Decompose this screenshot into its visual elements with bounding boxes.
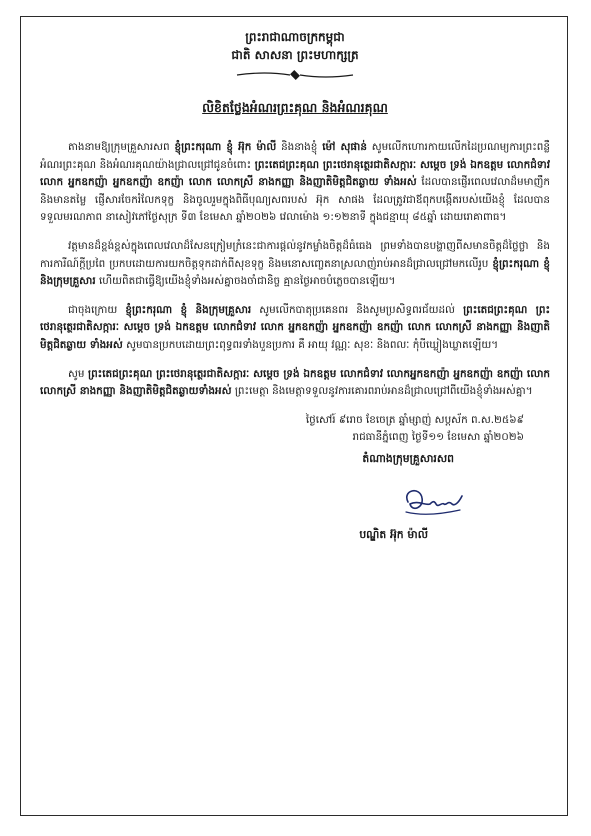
handwritten-signature <box>398 482 468 520</box>
lunar-date: ថ្ងៃសៅរ៍ ៩រោច ខែចេត្រ ឆ្នាំម្សាញ់ សប្តស័ក ព.ស.២៥៦៩ <box>305 413 524 426</box>
date-block <box>40 412 550 446</box>
signer-name: បណ្ឌិត អ៊ុក ម៉ាលី <box>359 527 428 541</box>
emphasis-text: ព្រះតេជព្រះគុណ ព្រះថេរានុត្ថេរជាតិសក្ការៈ សម្តេច ទ្រង់ ឯកឧត្តម លោកជំទាវ លោក អ្នកឧកញ៉ា អ្នកឧកញ៉ា ឧកញ៉ា លោក លោកស្រី នាងកញ្ញា និងញាតិមិត្តជិតឆ្ងាយ ទាំងអស់ <box>40 158 550 189</box>
body-text: ដែលបានផ្ញើរពេលវេលាដ៏មមាញឹក និងមានតម្លៃ ផ្ញើសារចែករំលែកទុក្ខ និងចូលរួមក្នុងពិធីបុណ្យសពរបស់ អ៊ុក សាផង ដែលត្រូវជាឪពុកបង្កើតរបស់យើងខ្ញុំ ដែលបានទទួលមរណភាព នាសៀវភៅថ្ងៃសុក្រ ទី៣ ខែមេសា ឆ្នាំ២០២៦ វេលាម៉ោង ១:១២នាទី ក្នុងជន្មាយុ ៨៥ឆ្នាំ ដោយរោគាពាធ។ <box>40 176 550 224</box>
paragraph-3 <box>40 302 550 355</box>
national-motto: ជាតិ សាសនា ព្រះមហាក្សត្រ <box>231 48 359 62</box>
body-text: និងនាងខ្ញុំ <box>276 141 323 153</box>
paragraph-1 <box>40 139 550 227</box>
body-text: ជាចុងក្រោយ <box>68 303 126 316</box>
emphasis-text: ព្រះតេជព្រះគុណ ព្រះថេរានុត្ថេរជាតិសក្ការៈ សម្តេច ទ្រង់ ឯកឧត្តម លោកជំទាវ លោកអ្នកឧកញ៉ា អ្នកឧកញ៉ា ឧកញ៉ា លោក លោកស្រី នាងកញ្ញា និងញាតិមិត្តជិតឆ្ងាយទាំងអស់ <box>40 367 550 398</box>
document-title: លិខិតថ្លែងអំណរព្រះគុណ និងអំណរគុណ <box>202 100 388 115</box>
solar-date: រាជធានីភ្នំពេញ ថ្ងៃទី១១ ខែមេសា ឆ្នាំ២០២៦ <box>352 430 524 443</box>
letter-header <box>40 28 550 80</box>
emphasis-text: ខ្ញុំព្រះករុណា ខ្ញុំ អ៊ុក ម៉ាលី <box>174 141 277 153</box>
letter-body <box>40 139 550 401</box>
emphasis-text: ខ្ញុំព្រះករុណា ខ្ញុំ និងក្រុមគ្រួសារ <box>125 303 252 316</box>
body-text: ហើយពិតជាធ្វើឱ្យយើងខ្ញុំទាំងអស់គ្នាចងចាំជានិច្ច គ្មានថ្ងៃអាចបំភ្លេចបានឡើយ។ <box>95 275 396 288</box>
letter-content <box>40 28 550 544</box>
body-text: សូមលើកហោរកាយលើកដៃប្រណម្យការព្រះពន្លឺអំណរព្រះគុណ និងអំណរគុណយ៉ាងជ្រាលជ្រៅជូនចំពោះ <box>40 141 550 171</box>
body-text: សូមលើកបាតុប្រគេនពរ និងសូមប្រសិទ្ធពរជ័យដល់ <box>251 303 464 316</box>
paragraph-2 <box>40 238 550 291</box>
paragraph-4 <box>40 366 550 401</box>
body-text: វត្តមានដ៏ខ្ពង់ខ្ពស់ក្នុងពេលវេលាដ៏សែនក្រៀមក្រំនេះជាការផ្តល់នូវកម្លាំងចិត្តដ៏ធំធេង ព្រមទាំងបានបង្ហាញពីសមានចិត្តដ៏ថ្លៃថ្លា និងការការីណ៍ក្តីប្រពៃ ប្រកបដោយការយកចិត្តទុកដាក់ពីសុខទុក្ខ និងមនោសញ្ចេតនាស្រលាញ់រាប់អានដ៏ជ្រាលជ្រៅមកលើរូប <box>40 239 550 270</box>
body-text: សូម <box>68 367 88 380</box>
header-ornament-icon <box>235 70 355 80</box>
body-text: ព្រះមេត្តា និងមេត្តាទទួលនូវការគោរពរាប់អានដ៏ជ្រាលជ្រៅពីយើងខ្ញុំទាំងអស់គ្នា។ <box>231 385 533 398</box>
emphasis-text: ម៉ៅ សុផាន់ <box>322 141 367 153</box>
body-text: តាងនាមឱ្យក្រុមគ្រួសារសព <box>68 141 175 153</box>
on-behalf-label: តំណាងក្រុមគ្រួសារសព <box>362 451 454 465</box>
emphasis-text: ខ្ញុំព្រះករុណា ខ្ញុំ និងក្រុមគ្រួសារ <box>40 257 550 288</box>
kingdom-name: ព្រះរាជាណាចក្រកម្ពុជា <box>245 30 345 44</box>
emphasis-text: ព្រះតេជព្រះគុណ ព្រះថេរានុត្ថេរជាតិសក្ការៈ សម្តេច ទ្រង់ ឯកឧត្តម លោកជំទាវ លោក អ្នកឧកញ៉ា អ្នកឧកញ៉ា ឧកញ៉ា លោក លោកស្រី នាងកញ្ញា និងញាតិមិត្តជិតឆ្ងាយ ទាំងអស់ <box>40 303 551 351</box>
body-text: សូមបានប្រកបដោយព្រះពុទ្ធពរទាំងបួនប្រការ គឺ អាយុ វណ្ណៈ សុខៈ និងពលៈ កុំបីឃ្លៀងឃ្លាតឡើយ។ <box>122 338 499 351</box>
